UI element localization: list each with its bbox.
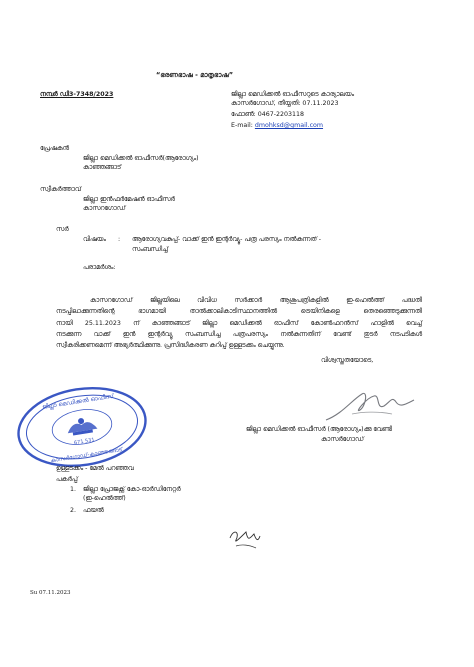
- sender-line-1: ജില്ലാ മെഡിക്കൽ ഓഫീസർ(ആരോഗ്യം): [83, 155, 199, 162]
- body-line: നായി 25.11.2023 ന് കാഞ്ഞങ്ങാട് ജില്ലാ മെഡിക്കൽ ഓഫീസ് കോൺഫറൻസ് ഹാളിൽ വെച്ച്: [56, 320, 422, 327]
- state-emblem-icon: [66, 416, 98, 436]
- copy-item-number: 2.: [70, 507, 77, 514]
- motto: “ഭരണഭാഷ - മാതൃഭാഷ”: [156, 71, 234, 79]
- office-name: ജില്ലാ മെഡിക്കൽ ഓഫീസറുടെ കാര്യാലയം: [231, 91, 354, 98]
- copy-item-line-2: (ഇ-ഹെൽത്ത്): [83, 495, 126, 502]
- subject-colon: :: [118, 236, 121, 243]
- stamp-pin: 671 531: [73, 437, 96, 447]
- office-email-row: [231, 122, 323, 130]
- initials-mark: [226, 524, 264, 552]
- copy-item-number: 1.: [70, 486, 77, 493]
- subject-line-2: സംബന്ധിച്ച്: [132, 246, 169, 253]
- footer-note: Su 07.11.2023: [30, 590, 71, 596]
- body-line: നടപ്പിലാക്കുന്നതിന്റെ ഭാഗമായി താൽക്കാലികാടിസ്ഥാനത്തിൽ ട്രെയിനികളെ തെരഞ്ഞെടുക്കുന്നതി: [56, 308, 422, 315]
- email-link[interactable]: dmohksd@gmail.com: [254, 122, 324, 129]
- salutation: സർ: [56, 226, 69, 233]
- body-line: നടക്കുന്ന വാക്ക് ഇൻ ഇന്റർവ്യൂ സംബന്ധിച്ച പത്രപരസ്യം നൽകുന്നതിന് വേണ്ട് തുടർ നടപടികൾ: [56, 331, 422, 338]
- office-place-date: കാസർഗോഡ്, തീയ്യതി: 07.11.2023: [231, 100, 339, 107]
- body-line: സ്വീകരിക്കണമെന്ന് അഭ്യർത്ഥിക്കുന്നു. പ്രസിദ്ധീകരണ കുറിപ്പ് ഉള്ളടക്കം ചെയ്യുന്നു.: [56, 342, 285, 349]
- stamp-bottom-text: കാസർഗോഡ്-കാഞ്ഞങ്ങാട്: [50, 447, 123, 465]
- closing: വിശ്വസ്തതയോടെ,: [321, 357, 374, 364]
- email-label: E-mail:: [231, 122, 253, 129]
- office-seal-stamp: [12, 381, 152, 473]
- signatory-line-1: ജില്ലാ മെഡിക്കൽ ഓഫീസർ (ആരോഗ്യം)ക്കു വേണ്ടി: [246, 426, 393, 433]
- reference-label: പരാമർശം:: [83, 264, 116, 271]
- sender-label: പ്രേഷകൻ: [40, 145, 69, 152]
- subject-line-1: ആരോഗ്യവകുപ്പ്- വാക്ക് ഇൻ ഇന്റർവ്യൂ- പത്ര പരസ്യം നൽകുന്നത് -: [132, 236, 322, 243]
- recipient-label: സ്വീകർത്താവ്: [40, 186, 81, 193]
- enclosure: ഉള്ളടക്കം - മേൽ പറഞ്ഞവ: [56, 465, 134, 472]
- reference-number: നമ്പർ ഡി3-7348/2023: [40, 91, 114, 98]
- subject-label: വിഷയം: [83, 236, 106, 243]
- copy-item-line-1: ഫയൽ: [83, 507, 104, 514]
- copy-item-line-1: ജില്ലാ പ്രോജക്റ്റ് കോ-ഓർഡിനേറ്റർ: [83, 486, 181, 493]
- stamp-top-text: ജില്ലാ മെഡിക്കൽ ഓഫീസ്: [41, 392, 115, 411]
- signatory-line-2: കാസർഗോഡ്: [321, 436, 364, 443]
- copy-to-label: പകർപ്പ്: [56, 476, 78, 483]
- signature: [322, 384, 418, 426]
- office-phone: ഫോൺ: 0467-2203118: [231, 111, 305, 118]
- body-line: കാസറഗോഡ് ജില്ലയിലെ വിവിധ സർക്കാർ ആശുപത്രികളിൽ ഇ-ഹെൽത്ത് പദ്ധതി: [90, 297, 422, 304]
- recipient-line-2: കാസറഗോഡ്: [83, 205, 126, 212]
- sender-line-2: കാഞ്ഞങ്ങാട്: [83, 164, 122, 171]
- recipient-line-1: ജില്ലാ ഇൻഫർമേഷൻ ഓഫീസർ: [83, 196, 175, 203]
